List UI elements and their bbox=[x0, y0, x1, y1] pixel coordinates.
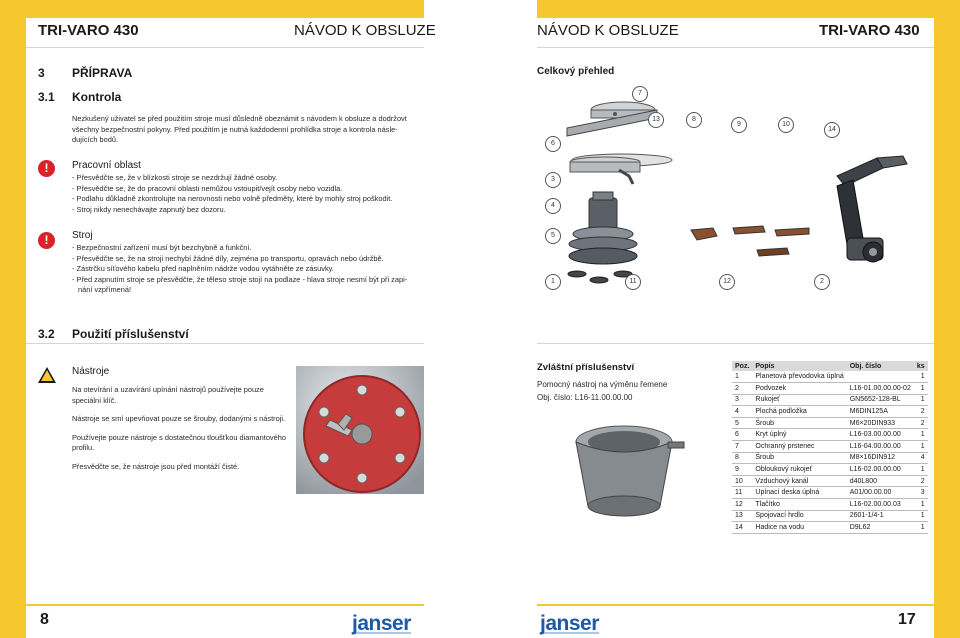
callout-7: 7 bbox=[632, 86, 648, 102]
table-row bbox=[732, 383, 928, 395]
callout-3: 3 bbox=[545, 172, 561, 188]
callout-10: 10 bbox=[778, 117, 794, 133]
cell: 2 bbox=[732, 383, 752, 395]
intro-line: dujících bodů. bbox=[72, 135, 119, 145]
work-area-title: Pracovní oblast bbox=[72, 160, 141, 171]
parts-table bbox=[732, 361, 928, 534]
left-header-model: TRI-VARO 430 bbox=[38, 22, 139, 39]
tools-paragraph: Nástroje se smí upevňovat pouze se šrouby, dodanými s nástroji. bbox=[72, 414, 286, 424]
cell: Šroub bbox=[752, 452, 846, 464]
table-row bbox=[732, 487, 928, 499]
cell: 10 bbox=[732, 475, 752, 487]
cell: 4 bbox=[732, 406, 752, 418]
table-row bbox=[732, 417, 928, 429]
cell: Plochá podložka bbox=[752, 406, 846, 418]
right-header-model: TRI-VARO 430 bbox=[819, 22, 920, 39]
tools-paragraph: Přesvědčte se, že nástroje jsou před montáží čisté. bbox=[72, 461, 240, 471]
callout-8: 8 bbox=[686, 112, 702, 128]
callout-14: 14 bbox=[824, 122, 840, 138]
work-area-list bbox=[72, 173, 432, 215]
cell bbox=[847, 371, 914, 383]
machine-title: Stroj bbox=[72, 230, 93, 241]
right-footer-bar bbox=[537, 604, 934, 606]
cell: Kryt úplný bbox=[752, 429, 846, 441]
cell: Obloukový rukojeť bbox=[752, 464, 846, 476]
cell: 11 bbox=[732, 487, 752, 499]
tool-clamping-photo bbox=[296, 366, 424, 494]
cell: 13 bbox=[732, 510, 752, 522]
special-accessory-title: Zvláštní příslušenství bbox=[537, 362, 635, 373]
work-area-item: - Stroj nikdy nenechávajte zapnutý bez dozoru. bbox=[72, 204, 226, 214]
right-header-title: NÁVOD K OBSLUZE bbox=[537, 22, 679, 39]
cell: 3 bbox=[732, 394, 752, 406]
cell: 14 bbox=[732, 522, 752, 534]
table-row bbox=[732, 499, 928, 511]
exploded-view-diagram bbox=[537, 80, 934, 320]
section-32-title: Použití příslušenství bbox=[72, 327, 189, 341]
cell: Podvozek bbox=[752, 383, 846, 395]
left-footer-bar bbox=[26, 604, 424, 606]
cell: Rukojeť bbox=[752, 394, 846, 406]
cell: A01/00.00.00 bbox=[847, 487, 914, 499]
table-row bbox=[732, 441, 928, 453]
left-header-rule bbox=[26, 47, 424, 48]
cell: Šroub bbox=[752, 417, 846, 429]
tools-title: Nástroje bbox=[72, 366, 110, 377]
section-32-number: 3.2 bbox=[38, 327, 55, 341]
table-row bbox=[732, 522, 928, 534]
machine-item: - Před zapnutím stroje se přesvědčte, že těleso stroje stojí na podlaze - hlava stroje nesmí být při zapi- bbox=[72, 274, 408, 284]
right-header-rule bbox=[537, 47, 934, 48]
section-31-title: Kontrola bbox=[72, 90, 122, 104]
col-header-desc: Popis bbox=[752, 361, 846, 371]
callout-12: 12 bbox=[719, 274, 735, 290]
cell: M6DIN125A bbox=[847, 406, 914, 418]
table-row bbox=[732, 464, 928, 476]
special-accessory-order-no: Obj. číslo: L16-11.00.00.00 bbox=[537, 393, 633, 402]
left-header-bar bbox=[26, 0, 424, 18]
machine-item: nání vzpřímená! bbox=[78, 285, 131, 295]
warning-icon: ! bbox=[38, 160, 55, 177]
cell: Tlačítko bbox=[752, 499, 846, 511]
cell: 7 bbox=[732, 441, 752, 453]
cell: 1 bbox=[914, 441, 928, 453]
callout-4: 4 bbox=[545, 198, 561, 214]
cell: 5 bbox=[732, 417, 752, 429]
table-row bbox=[732, 510, 928, 522]
cell: L16-02.00.00.00 bbox=[847, 464, 914, 476]
callout-9: 9 bbox=[731, 117, 747, 133]
warning-icon: ! bbox=[38, 232, 55, 249]
overview-title: Celkový přehled bbox=[537, 66, 615, 77]
cell: d40L800 bbox=[847, 475, 914, 487]
tools-paragraph: Na otevírání a uzavírání upínání nástrojů používejte pouze speciální klíč. bbox=[72, 385, 264, 405]
cell: 3 bbox=[914, 487, 928, 499]
col-header-pos: Poz. bbox=[732, 361, 752, 371]
section-31-number: 3.1 bbox=[38, 90, 55, 104]
cell: L16-02.00.00.03 bbox=[847, 499, 914, 511]
cell: Planetová převodovka úplná bbox=[752, 371, 846, 383]
section-3-title: PŘÍPRAVA bbox=[72, 66, 133, 80]
cell: 1 bbox=[732, 371, 752, 383]
cell: 1 bbox=[914, 499, 928, 511]
cell: 9 bbox=[732, 464, 752, 476]
work-area-item: - Přesvědčte se, že v blízkosti stroje se nezdržují žádné osoby. bbox=[72, 173, 278, 182]
cell: Ochranný prstenec bbox=[752, 441, 846, 453]
cell: 1 bbox=[914, 429, 928, 441]
cell: 2 bbox=[914, 475, 928, 487]
col-header-order: Obj. číslo bbox=[847, 361, 914, 371]
machine-item: - Přesvědčte se, že na stroji nechybí žádné díly, zejména po transportu, opravách nebo údržbě. bbox=[72, 253, 384, 263]
left-page-number: 8 bbox=[40, 611, 49, 628]
cell: M6×20DIN933 bbox=[847, 417, 914, 429]
cell: Hadice na vodu bbox=[752, 522, 846, 534]
cell: 1 bbox=[914, 522, 928, 534]
intro-paragraph bbox=[72, 114, 432, 146]
cell: 1 bbox=[914, 510, 928, 522]
callout-2: 2 bbox=[814, 274, 830, 290]
cell: 1 bbox=[914, 394, 928, 406]
janser-logo: janser bbox=[352, 612, 411, 635]
table-row bbox=[732, 429, 928, 441]
table-row bbox=[732, 475, 928, 487]
cell: Upínací deska úplná bbox=[752, 487, 846, 499]
cell: 2 bbox=[914, 406, 928, 418]
cell: GN5652-128-BL bbox=[847, 394, 914, 406]
cell: D9L62 bbox=[847, 522, 914, 534]
callout-6: 6 bbox=[545, 136, 561, 152]
belt-tool-photo bbox=[568, 420, 688, 524]
cell: 12 bbox=[732, 499, 752, 511]
cell: M8×16DIN912 bbox=[847, 452, 914, 464]
table-row bbox=[732, 371, 928, 383]
cell: 2601-1/4-1 bbox=[847, 510, 914, 522]
machine-item: - Zástrčku síťového kabelu před naplněním nádrže vodou vytáhněte ze zásuvky. bbox=[72, 264, 334, 274]
cell: 8 bbox=[732, 452, 752, 464]
section-32-rule bbox=[26, 343, 424, 344]
cell: L16-04.00.00.00 bbox=[847, 441, 914, 453]
work-area-item: - Přesvědčte se, že do pracovní oblasti nemůžou vstoupit/vejít osoby nebo vozidla. bbox=[72, 183, 343, 193]
intro-line: všechny bezpečnostní pokyny. Před použitím je nutná každodenní prohlídka stroje a kontrola násle- bbox=[72, 124, 398, 134]
cell: L16-03.00.00.00 bbox=[847, 429, 914, 441]
cell: 1 bbox=[914, 464, 928, 476]
cell: 1 bbox=[914, 371, 928, 383]
parts-table-header bbox=[732, 361, 928, 371]
table-row bbox=[732, 394, 928, 406]
intro-line: Nezkušený uživatel se před použitím stroje musí důsledně obeznámit s návodem k obsluze a dodržovt bbox=[72, 114, 407, 123]
machine-list bbox=[72, 243, 432, 296]
cell: Spojovací hrdlo bbox=[752, 510, 846, 522]
callout-11: 11 bbox=[625, 274, 641, 290]
cell: 2 bbox=[914, 417, 928, 429]
cell: 1 bbox=[914, 383, 928, 395]
tools-paragraph: Používejte pouze nástroje s dostatečnou tloušťkou diamantového profilu. bbox=[72, 432, 286, 453]
callout-1: 1 bbox=[545, 274, 561, 290]
tools-text bbox=[72, 385, 290, 473]
machine-item: - Bezpečnostní zařízení musí být bezchybně a funkční. bbox=[72, 243, 252, 252]
section-3-number: 3 bbox=[38, 66, 45, 80]
left-header-title: NÁVOD K OBSLUZE bbox=[294, 22, 436, 39]
work-area-item: - Podlahu důkladně zkontrolujte na nerovnosti nebo volně předměty, které by mohly stroj poškodit. bbox=[72, 194, 393, 204]
callout-13: 13 bbox=[648, 112, 664, 128]
right-header-bar bbox=[537, 0, 934, 18]
cell: L16-01.00.00.00-02 bbox=[847, 383, 914, 395]
right-page-number: 17 bbox=[898, 611, 916, 628]
special-accessory-subtitle: Pomocný nástroj na výměnu řemene bbox=[537, 380, 668, 389]
table-row bbox=[732, 406, 928, 418]
callout-5: 5 bbox=[545, 228, 561, 244]
caution-triangle-icon bbox=[38, 367, 56, 383]
col-header-qty: ks bbox=[914, 361, 928, 371]
cell: 4 bbox=[914, 452, 928, 464]
cell: 6 bbox=[732, 429, 752, 441]
cell: Vzduchový kanál bbox=[752, 475, 846, 487]
left-yellow-edge bbox=[0, 0, 26, 638]
table-row bbox=[732, 452, 928, 464]
janser-logo: janser bbox=[540, 612, 599, 635]
right-section-rule bbox=[537, 343, 934, 344]
right-yellow-edge bbox=[934, 0, 960, 638]
